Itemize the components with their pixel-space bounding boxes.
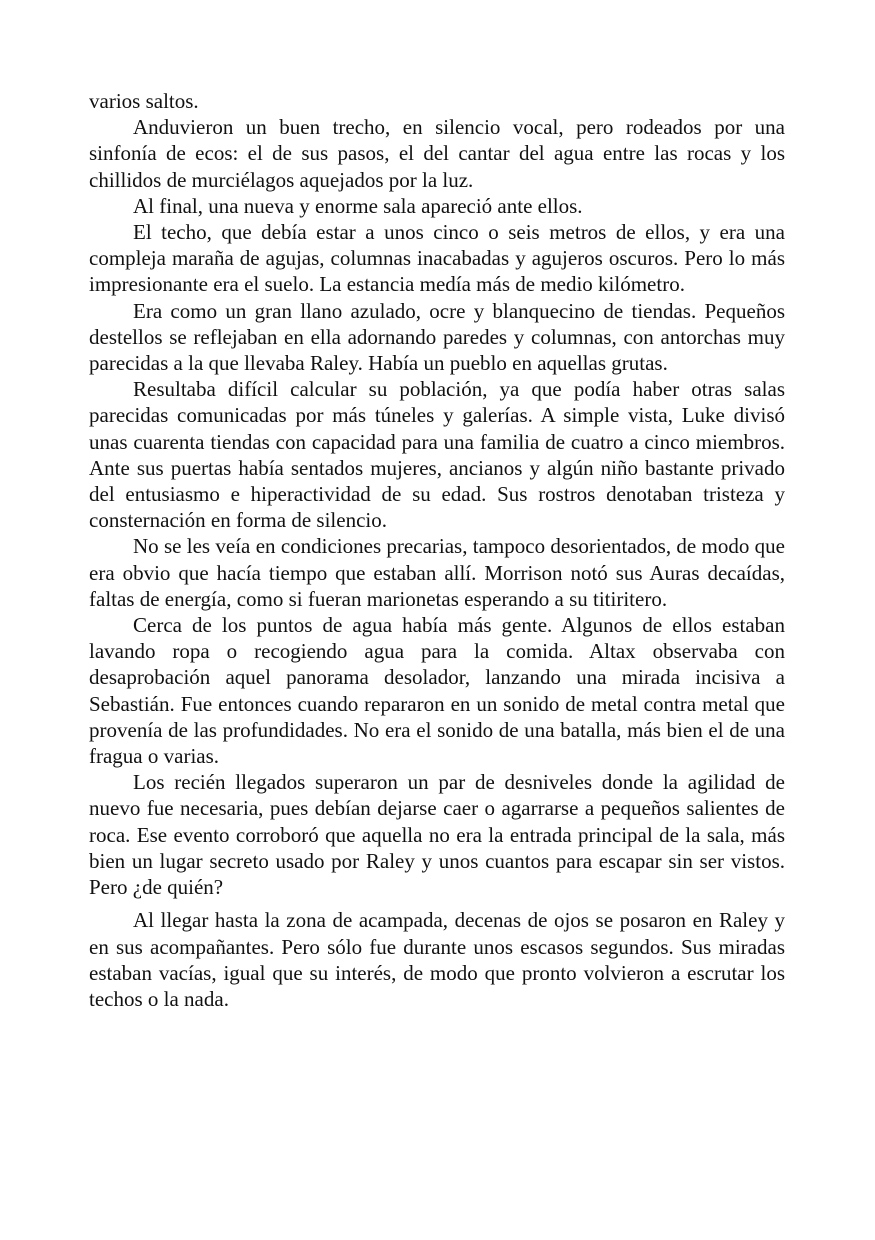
paragraph-2: Anduvieron un buen trecho, en silencio vocal, pero rodeados por una sinfonía de ecos: el de sus pasos, el del cantar del agua entre las rocas y los chillidos de murciélagos aquejados por la luz. — [89, 115, 785, 192]
paragraph-5: Era como un gran llano azulado, ocre y blanquecino de tiendas. Pequeños destellos se reflejaban en ella adornando paredes y columnas, con antorchas muy parecidas a la que llevaba Raley. Había un pueblo en aquellas grutas. — [89, 298, 785, 376]
paragraph-4: El techo, que debía estar a unos cinco o seis metros de ellos, y era una compleja maraña de agujas, columnas inacabadas y agujeros oscuros. Pero lo más impresionante era el suelo. La estancia medía más de medio kilómetro. — [89, 220, 785, 297]
paragraph-9: Los recién llegados superaron un par de desniveles donde la agilidad de nuevo fue necesaria, pues debían dejarse caer o agarrarse a pequeños salientes de roca. Ese evento corroboró que aquella no era la entrada principal de la sala, más bien un lugar secreto usado por Raley y unos cuantos para escapar sin ser vistos. Pero ¿de quién? — [89, 770, 785, 900]
paragraph-1: varios saltos. — [89, 89, 199, 113]
page-body — [89, 88, 785, 1012]
paragraph-7: No se les veía en condiciones precarias, tampoco desorientados, de modo que era obvio que hacía tiempo que estaban allí. Morrison notó sus Auras decaídas, faltas de energía, como si fueran marionetas esperando a su titiritero. — [89, 534, 785, 611]
paragraph-3: Al final, una nueva y enorme sala apareció ante ellos. — [133, 193, 583, 218]
paragraph-6: Resultaba difícil calcular su población, ya que podía haber otras salas parecidas comunicadas por más túneles y galerías. A simple vista, Luke divisó unas cuarenta tiendas con capacidad para una familia de cuatro a cinco miembros. Ante sus puertas había sentados mujeres, ancianos y algún niño bastante privado del entusiasmo e hiperactividad de su edad. Sus rostros denotaban tristeza y consternación en forma de silencio. — [89, 377, 785, 533]
paragraph-10: Al llegar hasta la zona de acampada, decenas de ojos se posaron en Raley y en sus acompañantes. Pero sólo fue durante unos escasos segundos. Sus miradas estaban vacías, igual que su interés, de modo que pronto volvieron a escrutar los techos o la nada. — [89, 908, 785, 1011]
paragraph-8: Cerca de los puntos de agua había más gente. Algunos de ellos estaban lavando ropa o recogiendo agua para la comida. Altax observaba con desaprobación aquel panorama desolador, lanzando una mirada incisiva a Sebastián. Fue entonces cuando repararon en un sonido de metal contra metal que provenía de las profundidades. No era el sonido de una batalla, más bien el de una fragua o varias. — [89, 613, 785, 769]
